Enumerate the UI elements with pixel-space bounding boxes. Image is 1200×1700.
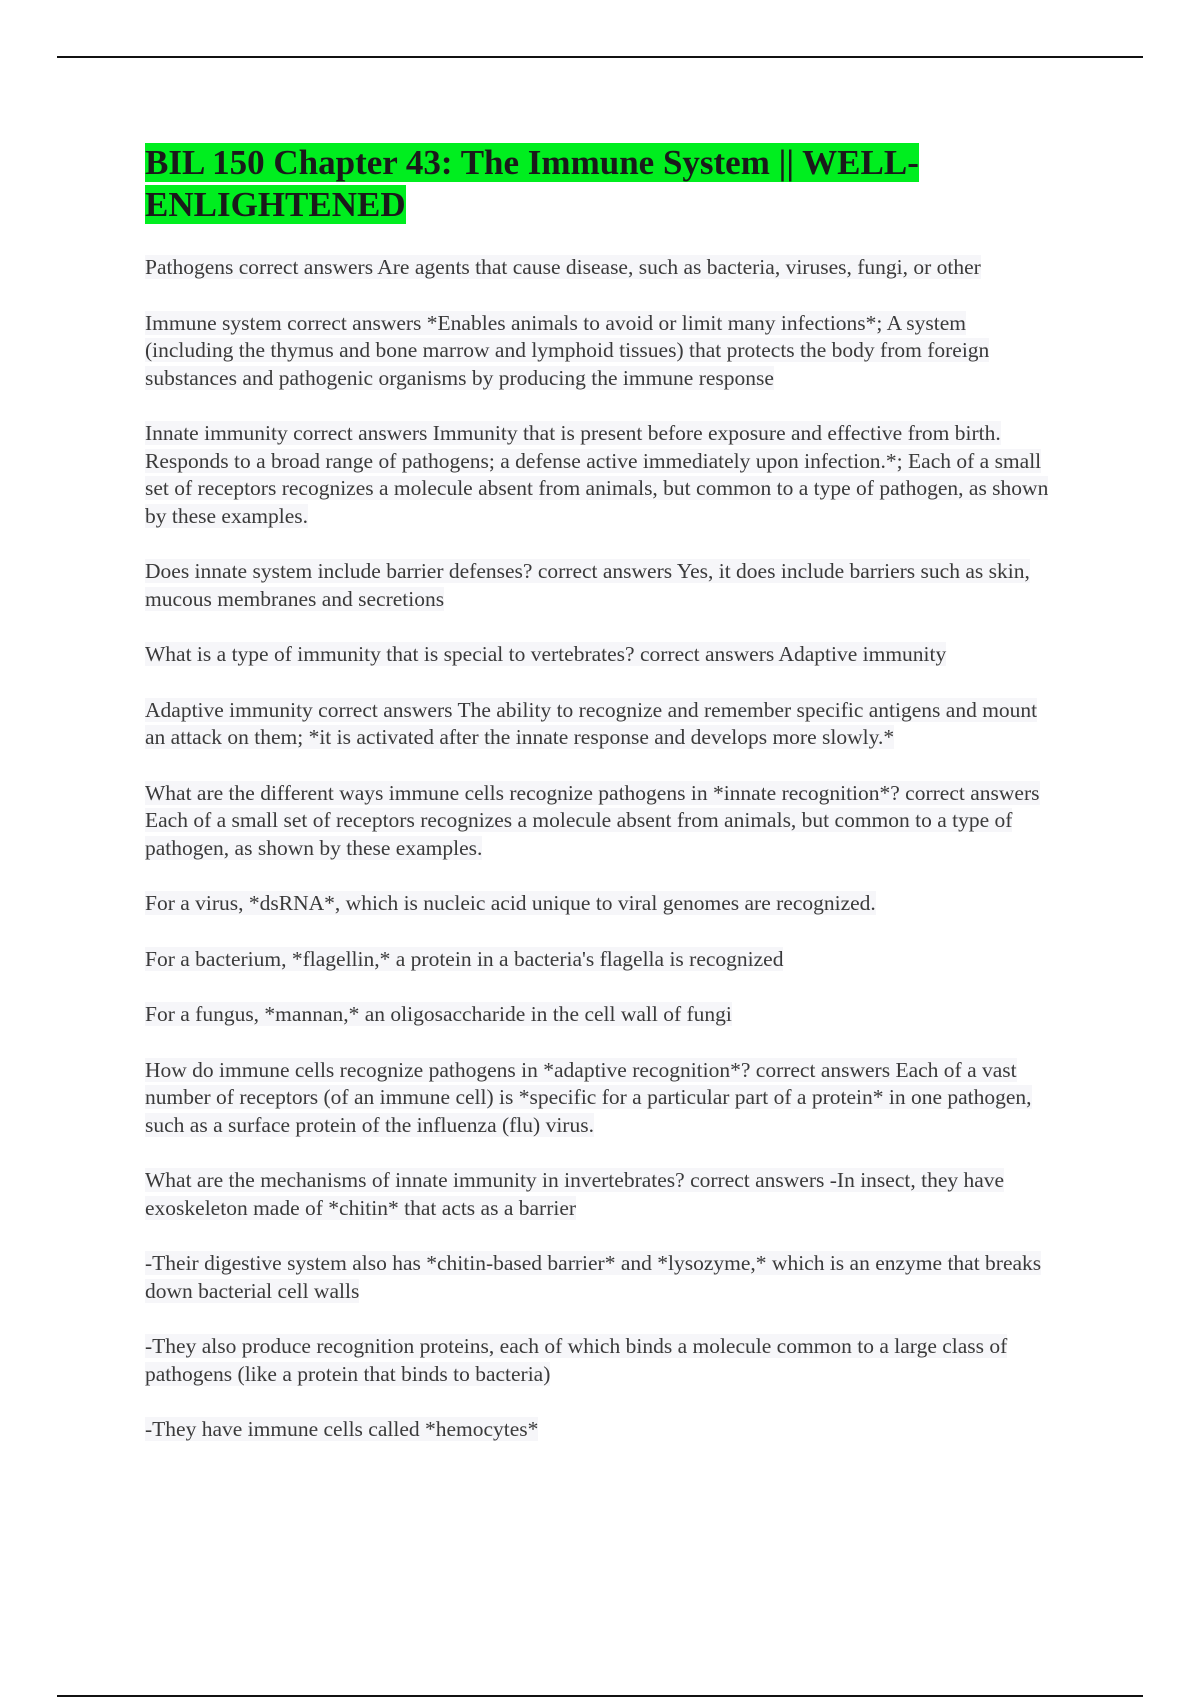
paragraph-vertebrate-immunity: What is a type of immunity that is special to vertebrates? correct answers Adaptive immunity (145, 642, 947, 666)
paragraph-fungus: For a fungus, *mannan,* an oligosaccharide in the cell wall of fungi (145, 1002, 732, 1026)
paragraph-recognition-proteins: -They also produce recognition proteins, each of which binds a molecule common to a large class of pathogens (like a protein that binds to bacteria) (145, 1334, 1008, 1386)
paragraph-pathogens: Pathogens correct answers Are agents that cause disease, such as bacteria, viruses, fungi, or other (145, 255, 981, 279)
paragraph-virus: For a virus, *dsRNA*, which is nucleic acid unique to viral genomes are recognized. (145, 891, 876, 915)
bottom-rule (57, 1695, 1143, 1697)
paragraph-adaptive-immunity: Adaptive immunity correct answers The ability to recognize and remember specific antigens and mount an attack on them; *it is activated after the innate response and develops more slowly.* (145, 697, 1038, 749)
paragraph-adaptive-recognition: How do immune cells recognize pathogens in *adaptive recognition*? correct answers Each of a vast number of receptors (of an immune cell) is *specific for a particular part of a protein* in one pathogen, such as a surface protein of the influenza (flu) virus. (145, 1057, 1032, 1137)
document-body (145, 142, 1050, 1472)
paragraph-invertebrate-mechanisms: What are the mechanisms of innate immunity in invertebrates? correct answers -In insect, they have exoskeleton made of *chitin* that acts as a barrier (145, 1168, 1005, 1220)
document-title-text: BIL 150 Chapter 43: The Immune System || WELL-ENLIGHTENED (145, 143, 919, 224)
paragraph-immune-system: Immune system correct answers *Enables animals to avoid or limit many infections*; A system (including the thymus and bone marrow and lymphoid tissues) that protects the body from foreign substances and pathogenic organisms by producing the immune response (145, 310, 990, 390)
paragraph-innate-recognition: What are the different ways immune cells recognize pathogens in *innate recognition*? correct answers Each of a small set of receptors recognizes a molecule absent from animals, but common to a type of pathogen, as shown by these examples. (145, 780, 1040, 860)
document-title (145, 142, 1050, 226)
paragraph-hemocytes: -They have immune cells called *hemocytes* (145, 1417, 539, 1441)
top-rule (57, 56, 1143, 58)
paragraph-bacterium: For a bacterium, *flagellin,* a protein in a bacteria's flagella is recognized (145, 946, 784, 971)
paragraph-barrier-defenses: Does innate system include barrier defenses? correct answers Yes, it does include barriers such as skin, mucous membranes and secretions (145, 559, 1030, 611)
paragraph-innate-immunity: Innate immunity correct answers Immunity that is present before exposure and effective from birth. Responds to a broad range of pathogens; a defense active immediately upon infection.*; Each of a small set of receptors recognizes a molecule absent from animals, but common to a type of pathogen, as shown by these examples. (145, 421, 1049, 528)
paragraph-digestive-system: -Their digestive system also has *chitin-based barrier* and *lysozyme,* which is an enzyme that breaks down bacterial cell walls (145, 1251, 1042, 1303)
